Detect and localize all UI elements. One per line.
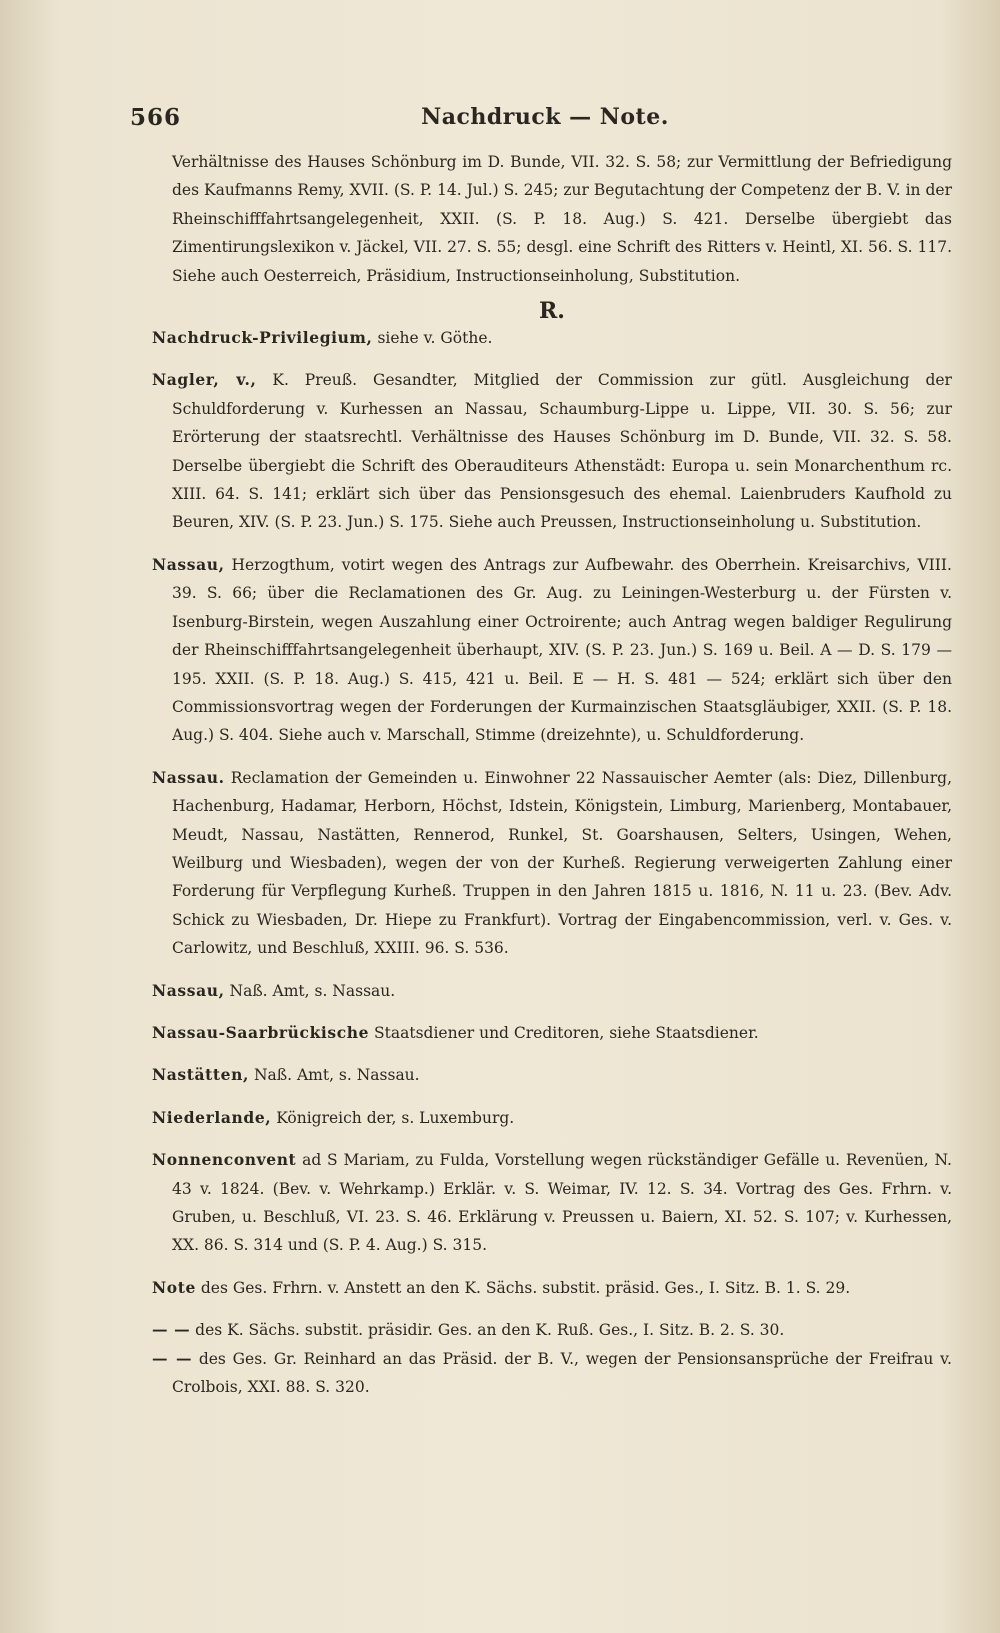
entry-head: Nassau,: [152, 554, 225, 574]
entry-text: des Ges. Gr. Reinhard an das Präsid. der B. V., wegen der Pensionsansprüche der Freifrau v. Crolbois, XXI. 88. S. 320.: [172, 1349, 952, 1397]
entry-text: siehe v. Göthe.: [377, 329, 493, 348]
entry-text: des Ges. Frhrn. v. Anstett an den K. Sächs. substit. präsid. Ges., I. Sitz. B. 1. S. 29.: [200, 1278, 851, 1297]
entry-text: Naß. Amt, s. Nassau.: [253, 1066, 420, 1085]
entry-head: Nonnenconvent: [152, 1150, 297, 1170]
page-header: [130, 104, 960, 138]
index-entry: [152, 1019, 952, 1047]
entry-text: K. Preuß. Gesandter, Mitglied der Commission zur gütl. Ausgleichung der Schuldforderung v. Kurhessen an Nassau, Schaumburg-Lippe u. Lippe, VII. 30. S. 56; zur Erörterung der staatsrechtl. Verhältnisse des Hauses Schönburg im D. Bunde, VII. 32. S. 58. Derselbe übergiebt die Schrift des Oberauditeurs Athenstädt: Europa u. sein Monarchenthum rc. XIII. 64. S. 141; erklärt sich über das Pensionsgesuch des ehemal. Laienbruders Kaufhold zu Beuren, XIV. (S. P. 23. Jun.) S. 175. Siehe auch Preussen, Instructionseinholung u. Substitution.: [172, 371, 952, 532]
index-entry: [152, 1104, 952, 1132]
index-entry: [152, 764, 952, 963]
index-entry: [152, 1061, 952, 1089]
index-entry: [152, 324, 952, 352]
index-entry: [152, 366, 952, 536]
margin-mark: R.: [539, 298, 565, 325]
entry-head: Nassau,: [152, 980, 225, 1000]
entry-text: Naß. Amt, s. Nassau.: [229, 981, 396, 1000]
index-entry: [152, 551, 952, 750]
entry-head: Nachdruck-Privilegium,: [152, 328, 373, 348]
index-entry: [152, 1274, 952, 1302]
entry-text: Verhältnisse des Hauses Schönburg im D. Bunde, VII. 32. S. 58; zur Vermittlung der Befriedigung des Kaufmanns Remy, XVII. (S. P. 14. Jul.) S. 245; zur Begutachtung der Competenz der B. V. in der Rheinschifffahrtsangelegenheit, XXII. (S. P. 18. Aug.) S. 421. Derselbe übergiebt das Zimentirungslexikon v. Jäckel, VII. 27. S. 55; desgl. eine Schrift des Ritters v. Heintl, XI. 56. S. 117. Siehe auch Oesterreich, Präsidium, Instructionseinholung, Substitution.: [172, 153, 952, 285]
index-entry: [152, 1146, 952, 1260]
entry-text: ad S Mariam, zu Fulda, Vorstellung wegen rückständiger Gefälle u. Revenüen, N. 43 v. 1824. (Bev. v. Wehrkamp.) Erklär. v. S. Weimar, IV. 12. S. 34. Vortrag des Ges. Frhrn. v. Gruben, u. Beschluß, VI. 23. S. 46. Erklärung v. Preussen u. Baiern, XI. 52. S. 107; v. Kurhessen, XX. 86. S. 314 und (S. P. 4. Aug.) S. 315.: [172, 1151, 952, 1255]
entry-text: des K. Sächs. substit. präsidir. Ges. an den K. Ruß. Ges., I. Sitz. B. 2. S. 30.: [195, 1321, 785, 1340]
entry-text: Staatsdiener und Creditoren, siehe Staatsdiener.: [374, 1023, 759, 1042]
entry-text: Reclamation der Gemeinden u. Einwohner 22 Nassauischer Aemter (als: Diez, Dillenburg, Hachenburg, Hadamar, Herborn, Höchst, Idstein, Königstein, Limburg, Marienberg, Montabauer, Meudt, Nassau, Nastätten, Rennerod, Runkel, St. Goarshausen, Selters, Usingen, Wehen, Weilburg und Wiesbaden), wegen der von der Kurheß. Regierung verweigerten Zahlung einer Forderung für Verpflegung Kurheß. Truppen in den Jahren 1815 u. 1816, N. 11 u. 23. (Bev. Adv. Schick zu Wiesbaden, Dr. Hiepe zu Frankfurt). Vortrag der Eingabencommission, verl. v. Ges. v. Carlowitz, und Beschluß, XXIII. 96. S. 536.: [172, 768, 952, 958]
entry-head: — —: [152, 1320, 191, 1340]
entry-text: Herzogthum, votirt wegen des Antrags zur Aufbewahr. des Oberrhein. Kreisarchivs, VIII. 39. S. 66; über die Reclamationen des Gr. Aug. zu Leiningen-Westerburg u. der Fürsten v. Isenburg-Birstein, wegen Auszahlung einer Octroirente; auch Antrag wegen baldiger Regulirung der Rheinschifffahrtsangelegenheit überhaupt, XIV. (S. P. 23. Jun.) S. 169 u. Beil. A — D. S. 179 — 195. XXII. (S. P. 18. Aug.) S. 415, 421 u. Beil. E — H. S. 481 — 524; erklärt sich über den Commissionsvortrag wegen der Forderungen der Kurmainzischen Staatsgläubiger, XXII. (S. P. 18. Aug.) S. 404. Siehe auch v. Marschall, Stimme (dreizehnte), u. Schuldforderung.: [172, 555, 952, 745]
entry-head: Nassau-Saarbrückische: [152, 1022, 370, 1042]
index-body: [152, 148, 952, 1415]
entry-head: Note: [152, 1277, 196, 1297]
entry-head: Niederlande,: [152, 1107, 272, 1127]
index-entry: [152, 977, 952, 1005]
entry-head: Nagler, v.,: [152, 370, 257, 390]
entry-head: Nastätten,: [152, 1065, 249, 1085]
index-entry: [152, 1345, 952, 1402]
entry-head: Nassau.: [152, 767, 225, 787]
index-entry: [152, 1316, 952, 1344]
running-head: Nachdruck — Note.: [421, 104, 669, 130]
entry-head: — —: [152, 1348, 193, 1368]
page-number: 566: [130, 104, 182, 131]
index-entry-continuation: [152, 148, 952, 290]
entry-text: Königreich der, s. Luxemburg.: [276, 1108, 515, 1127]
